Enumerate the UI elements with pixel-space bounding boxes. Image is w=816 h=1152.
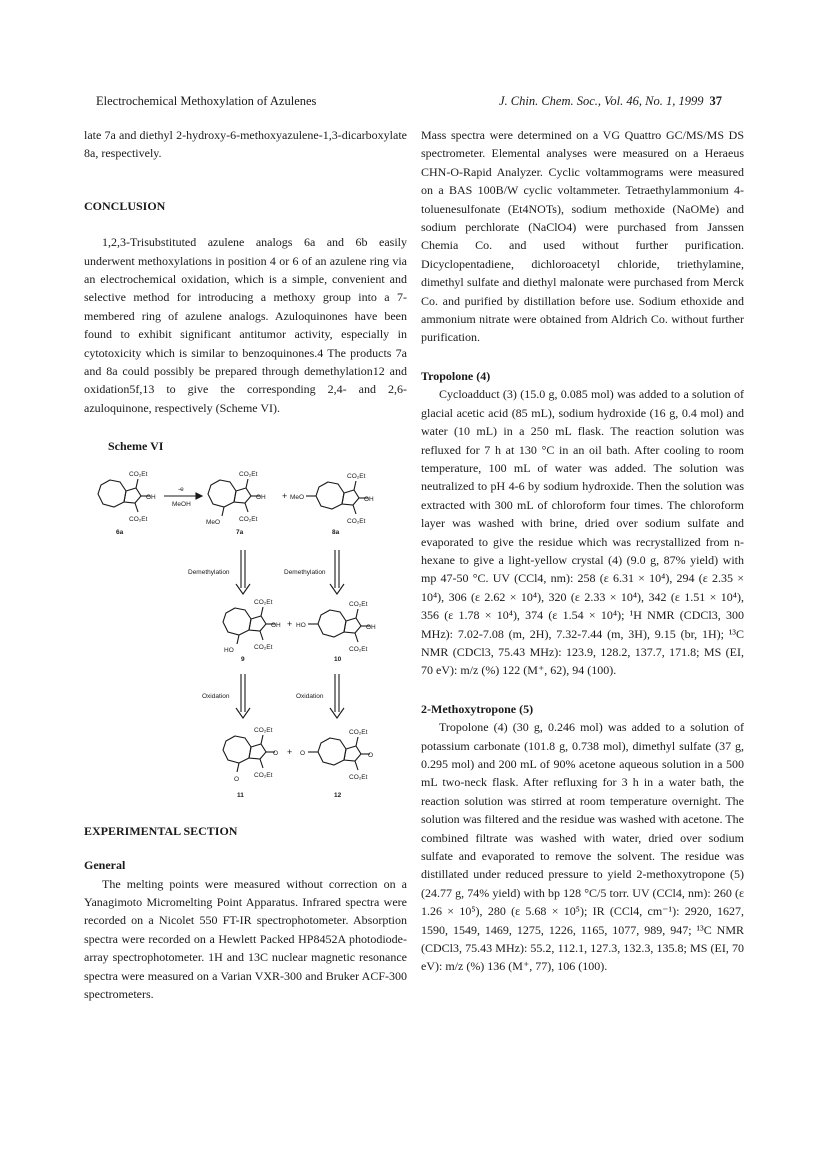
label-ho: HO bbox=[224, 646, 234, 654]
label-oxidation: Oxidation bbox=[296, 692, 324, 700]
compound-label-11: 11 bbox=[237, 791, 244, 799]
label-co2et: CO₂Et bbox=[349, 773, 368, 781]
label-co2et: CO₂Et bbox=[347, 472, 366, 480]
label-oh: OH bbox=[146, 493, 156, 501]
compound-label-6a: 6a bbox=[116, 528, 124, 536]
compound-label-9: 9 bbox=[241, 655, 245, 663]
journal-citation bbox=[499, 94, 722, 109]
label-demethylation: Demethylation bbox=[284, 568, 326, 576]
intro-paragraph: late 7a and diethyl 2-hydroxy-6-methoxyazulene-1,3-dicarboxylate 8a, respectively. bbox=[84, 128, 407, 161]
plus-sign: + bbox=[287, 746, 293, 757]
label-co2et: CO₂Et bbox=[239, 470, 258, 478]
structure-6a bbox=[98, 479, 150, 512]
label-oh: OH bbox=[366, 623, 376, 631]
compound-label-7a: 7a bbox=[236, 528, 244, 536]
label-demethylation: Demethylation bbox=[188, 568, 230, 576]
label-o: O bbox=[300, 749, 306, 757]
left-column bbox=[84, 126, 407, 1003]
tropolone-paragraph: Cycloadduct (3) (15.0 g, 0.085 mol) was added to a solution of glacial acetic acid (85 mL), sodium hydroxide (16 g, 0.4 mol) and water (10 mL) in a 250 mL flask. The reaction solution was refluxed for 7 h at 130 °C in an oil bath. After cooling to room temperature, 100 mL of water was added. The solution was neutralized to pH 4-6 by sodium hydroxide. Then the solution was extracted with 300 mL of chloroform four times. The chloroform layer was washed with brine, dried over sodium sulfate and evaporated to give the residue which was recrystallized from n-hexane to give a light-yellow crystal (4) (9.0 g, 87% yield) with mp 47-50 °C. UV (CCl4, nm): 258 (ε 6.31 × 10⁴), 294 (ε 2.35 × 10⁴), 306 (ε 2.62 × 10⁴), 320 (ε 2.33 × 10⁴), 342 (ε 1.51 × 10⁴), 356 (ε 1.78 × 10⁴), 374 (ε 1.54 × 10⁴); ¹H NMR (CDCl3, 300 MHz): 7.02-7.08 (m, 2H), 7.32-7.44 (m, 3H), 9.15 (br, 1H); ¹³C NMR (CDCl3, 75.43 MHz): 123.9, 128.2, 137.7, 171.8; MS (EI, 70 eV): m/z (%) 122 (M⁺, 62), 94 (100). bbox=[421, 387, 744, 678]
plus-sign: + bbox=[287, 618, 293, 629]
page-number: 37 bbox=[709, 94, 722, 108]
label-ho: HO bbox=[296, 621, 306, 629]
structure-11 bbox=[223, 735, 275, 772]
right-column bbox=[421, 126, 744, 976]
instruments-paragraph: Mass spectra were determined on a VG Quattro GC/MS/MS DS spectrometer. Elemental analyses were measured on a Heraeus CHN-O-Rapid Analyzer. Cyclic voltammograms were measured on a BAS 100B/W cyclic voltammeter. Tetraethylammonium 4-toluenesulfonate (Et4NOTs), sodium methoxide (NaOMe) and sodium perchlorate (NaClO4) were purchased from Janssen Chemia Co. and used without further purification. Dicyclopentadiene, dichloroacetyl chloride, triethylamine, dimethyl sulfate and diethyl malonate were purchased from Merck Co. and purified by distillation before use. Sodium ethoxide and ammonium nitrate were obtained from Aldrich Co. without further purification. bbox=[421, 128, 744, 345]
methoxytropone-heading: 2-Methoxytropone (5) bbox=[421, 701, 534, 716]
label-co2et: CO₂Et bbox=[129, 470, 148, 478]
general-paragraph: The melting points were measured without correction on a Yanagimoto Micromelting Point Apparatus. Infrared spectra were recorded on a Nicolet 550 FT-IR spectrophotometer. Absorption spectra were recorded on a Hewlett Packed HP8452A photodiode-array spectrophotometer. 1H and 13C nuclear magnetic resonance spectra were measured on a Varian VXR-300 and Bruker ACF-300 spectrometers. bbox=[84, 876, 407, 1001]
label-co2et: CO₂Et bbox=[349, 728, 368, 736]
label-co2et: CO₂Et bbox=[349, 645, 368, 653]
label-minus-e: -e bbox=[178, 485, 184, 493]
experimental-heading: EXPERIMENTAL SECTION bbox=[84, 823, 238, 838]
label-co2et: CO₂Et bbox=[347, 517, 366, 525]
general-heading: General bbox=[84, 858, 126, 873]
journal-name: J. Chin. Chem. Soc., Vol. 46, No. 1, 1999 bbox=[498, 94, 704, 108]
label-co2et: CO₂Et bbox=[254, 726, 273, 734]
label-co2et: CO₂Et bbox=[254, 643, 273, 651]
scheme-vi-diagram bbox=[84, 460, 407, 816]
structure-10 bbox=[308, 609, 370, 642]
conclusion-paragraph: 1,2,3-Trisubstituted azulene analogs 6a and 6b easily underwent methoxylations in position 4 or 6 of an azulene ring via an electrochemical oxidation, which is a simple, convenient and selective method for introducing a methoxy group into a 7-membered ring of azulene analogs. Azuloquinones have been found to exhibit significant antitumor activity, especially in cytotoxicity which is similar to benzoquinones.4 The products 7a and 8a could possibly be prepared through demethylation12 and oxidation5f,13 to give the corresponding 2,4- and 2,6-azuloquinone, respectively (Scheme VI). bbox=[84, 235, 407, 415]
label-meo: MeO bbox=[290, 493, 305, 501]
label-co2et: CO₂Et bbox=[239, 515, 258, 523]
conclusion-heading: CONCLUSION bbox=[84, 198, 166, 213]
methoxytropone-paragraph: Tropolone (4) (30 g, 0.246 mol) was added to a solution of potassium carbonate (101.8 g, 0.738 mol), dimethyl sulfate (37 g, 0.295 mol) and 200 mL of 90% acetone aqueous solution in a 500 mL two-neck flask. After refluxing for 3 h in a water bath, the reaction solution was stirred at room temperature overnight. The solution was filtered and the residue was washed with acetone. The combined filtrate was washed with water, dried over sodium sulfate and evaporated to remove the solvent. The residue was distillated under reduced pressure to yield 2-methoxytropone (5) (24.77 g, 74% yield) with bp 128 °C/5 torr. UV (CCl4, nm): 260 (ε 1.26 × 10⁵), 280 (ε 5.68 × 10⁵); IR (CCl4, cm⁻¹): 2920, 1627, 1590, 1549, 1469, 1275, 1226, 1165, 1077, 989, 947; ¹³C NMR (CDCl3, 75.43 MHz): 55.2, 112.1, 127.3, 132.3, 135.8; MS (EI, 70 eV): m/z (%) 136 (M⁺, 77), 106 (100). bbox=[421, 720, 744, 974]
label-o: O bbox=[273, 749, 279, 757]
compound-label-12: 12 bbox=[334, 791, 342, 799]
structure-12 bbox=[308, 737, 370, 770]
tropolone-heading: Tropolone (4) bbox=[421, 368, 491, 383]
label-co2et: CO₂Et bbox=[254, 598, 273, 606]
plus-sign: + bbox=[282, 490, 288, 501]
label-o: O bbox=[368, 751, 374, 759]
running-title: Electrochemical Methoxylation of Azulenes bbox=[96, 94, 317, 108]
label-oh: OH bbox=[364, 495, 374, 503]
structure-9 bbox=[223, 607, 275, 644]
label-oxidation: Oxidation bbox=[202, 692, 230, 700]
structure-7a bbox=[208, 479, 260, 516]
label-co2et: CO₂Et bbox=[254, 771, 273, 779]
label-co2et: CO₂Et bbox=[129, 515, 148, 523]
label-oh: OH bbox=[271, 621, 281, 629]
label-o: O bbox=[234, 775, 240, 783]
compound-label-8a: 8a bbox=[332, 528, 340, 536]
label-meoh: MeOH bbox=[172, 500, 191, 508]
label-co2et: CO₂Et bbox=[349, 600, 368, 608]
compound-label-10: 10 bbox=[334, 655, 342, 663]
label-oh: OH bbox=[256, 493, 266, 501]
structure-8a bbox=[306, 481, 368, 514]
label-meo: MeO bbox=[206, 518, 221, 526]
scheme-title: Scheme VI bbox=[108, 439, 164, 454]
